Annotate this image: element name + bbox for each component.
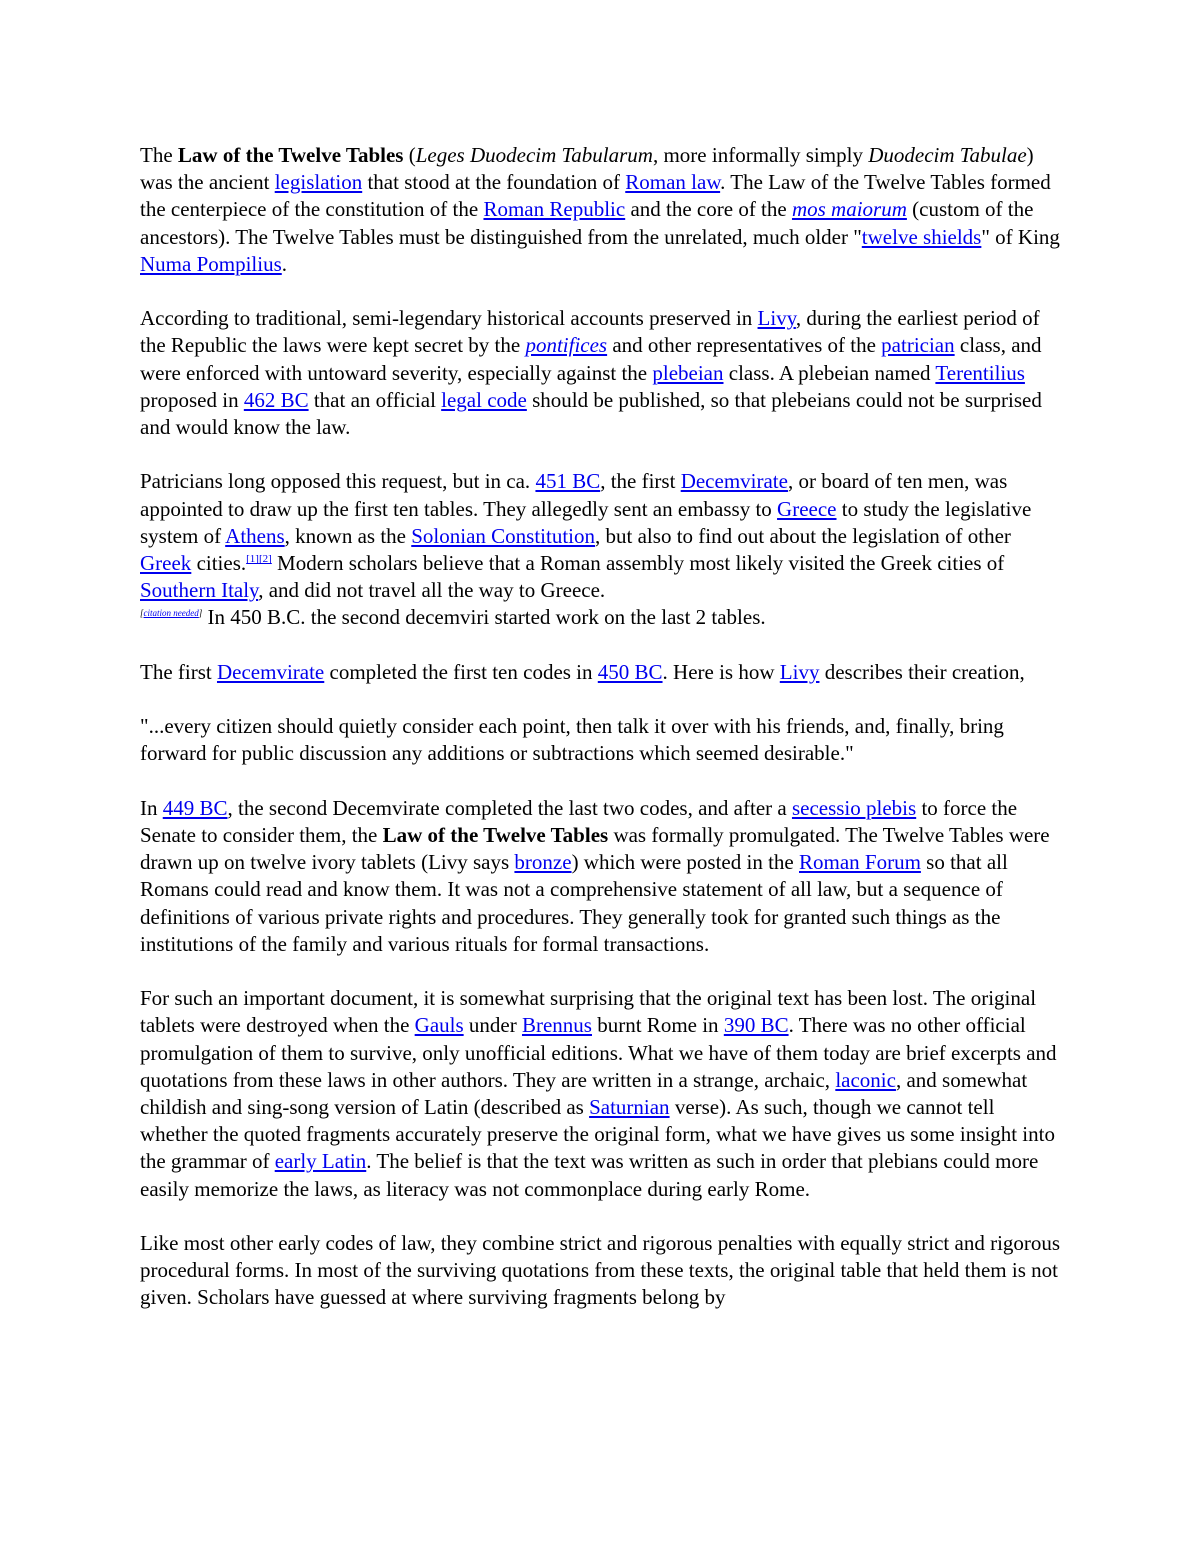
- footnote-refs: [246, 553, 272, 565]
- paragraph-intro: [140, 142, 1062, 278]
- link-mos-maiorum-label: mos maiorum: [791, 197, 907, 222]
- link-secessio-plebis[interactable]: secessio plebis: [791, 795, 917, 820]
- text: . The belief is that the text was written as such in order that plebians could more easily memorize the laws, as literacy was not commonplace during early Rome.: [140, 1149, 1039, 1201]
- text: class. A plebeian named: [723, 360, 936, 385]
- link-roman-forum[interactable]: Roman Forum: [799, 850, 921, 875]
- paragraph-livy-quote: [140, 713, 1062, 767]
- text: , and somewhat childish and sing-song version of Latin (described as: [140, 1067, 1028, 1120]
- link-brennus[interactable]: Brennus: [521, 1013, 592, 1038]
- text: In: [140, 795, 163, 820]
- link-bronze[interactable]: bronze: [514, 850, 572, 875]
- text: to study the legislative system of: [140, 496, 1032, 548]
- text: and the core of the: [625, 197, 792, 222]
- link-roman-law[interactable]: Roman law: [625, 170, 721, 195]
- bold-term: Law of the Twelve Tables: [177, 143, 404, 167]
- text: and other representatives of the: [607, 333, 882, 358]
- text: burnt Rome in: [591, 1013, 724, 1038]
- text: ) which were posted in the: [571, 850, 799, 875]
- link-decemvirate[interactable]: Decemvirate: [680, 469, 788, 494]
- text: , and did not travel all the way to Greece.: [258, 578, 606, 603]
- text: The first: [140, 659, 217, 684]
- link-southern-italy[interactable]: Southern Italy: [140, 578, 259, 603]
- link-citation-needed[interactable]: citation needed: [143, 608, 199, 619]
- link-390-bc[interactable]: 390 BC: [723, 1013, 789, 1038]
- text: was formally promulgated. The Twelve Tables were drawn up on twelve ivory tablets (Livy says: [140, 823, 1050, 875]
- link-451-bc[interactable]: 451 BC: [535, 469, 601, 494]
- document-page: [140, 142, 1062, 1339]
- latin-term: Duodecim Tabulae: [868, 143, 1027, 167]
- paragraph-lost-text: [140, 985, 1062, 1203]
- text: . There was no other official promulgation of them to survive, only unofficial editions. What we have of them today are brief excerpts and quotations from these laws in other authors. They are written in a strange, archaic,: [140, 1013, 1057, 1092]
- link-patrician[interactable]: patrician: [881, 333, 955, 358]
- bracket: ]: [198, 608, 203, 619]
- text: Modern scholars believe that a Roman assembly most likely visited the Greek cities of: [271, 551, 1005, 576]
- text: should be published, so that plebeians could not be surprised and would know the law.: [140, 387, 1042, 440]
- link-449-bc[interactable]: 449 BC: [162, 795, 228, 820]
- text: . Here is how: [662, 659, 780, 684]
- text: , the first: [600, 469, 681, 494]
- text: under: [463, 1013, 522, 1038]
- link-gauls[interactable]: Gauls: [414, 1013, 464, 1038]
- text: According to traditional, semi-legendary historical accounts preserved in: [140, 306, 758, 331]
- latin-term: Leges Duodecim Tabularum: [415, 143, 653, 167]
- link-decemvirate-2[interactable]: Decemvirate: [216, 659, 325, 684]
- text: that stood at the foundation of: [362, 170, 626, 195]
- text: , the second Decemvirate completed the last two codes, and after a: [227, 795, 792, 820]
- text: Patricians long opposed this request, but in ca.: [140, 469, 536, 494]
- link-greek[interactable]: Greek: [140, 551, 192, 576]
- quote-text: "...every citizen should quietly consider each point, then talk it over with his friends, and, finally, bring forward for public discussion any additions or subtractions which seemed desirable.": [140, 714, 1004, 766]
- paragraph-penalties: [140, 1230, 1062, 1312]
- link-terentilius[interactable]: Terentilius: [935, 360, 1025, 385]
- paragraph-livy-accounts: [140, 305, 1062, 441]
- text: The: [140, 143, 178, 167]
- link-462-bc[interactable]: 462 BC: [243, 387, 309, 412]
- link-pontifices[interactable]: [525, 333, 607, 357]
- text: that an official: [308, 387, 442, 412]
- link-pontifices-label: pontifices: [525, 333, 608, 358]
- link-mos-maiorum[interactable]: [792, 197, 907, 221]
- text: completed the first ten codes in: [324, 659, 598, 684]
- link-solonian-constitution[interactable]: Solonian Constitution: [411, 523, 596, 548]
- link-plebeian[interactable]: plebeian: [652, 360, 724, 385]
- link-saturnian[interactable]: Saturnian: [589, 1095, 670, 1120]
- text: .: [281, 251, 288, 276]
- link-athens[interactable]: Athens: [225, 523, 285, 548]
- link-early-latin[interactable]: early Latin: [274, 1149, 367, 1174]
- paragraph-promulgation: [140, 795, 1062, 958]
- link-laconic[interactable]: laconic: [835, 1067, 896, 1092]
- text: Like most other early codes of law, they combine strict and rigorous penalties with equally strict and rigorous procedural forms. In most of the surviving quotations from these texts, the original table that held them is not given. Scholars have guessed at where surviving fragments belong by: [140, 1231, 1061, 1310]
- text: " of King: [981, 224, 1060, 249]
- text: , known as the: [284, 523, 412, 548]
- link-roman-republic[interactable]: Roman Republic: [483, 197, 626, 222]
- text: . The Law of the Twelve Tables formed the centerpiece of the constitution of the: [140, 170, 1051, 222]
- text: verse). As such, though we cannot tell whether the quoted fragments accurately preserve the original form, what we have gives us some insight into the grammar of: [140, 1095, 1055, 1174]
- footnote-ref-1[interactable]: [1]: [246, 553, 259, 566]
- bracket: [: [140, 608, 144, 619]
- text: ) was the ancient: [140, 143, 1034, 195]
- link-legal-code[interactable]: legal code: [441, 387, 527, 412]
- link-450-bc[interactable]: 450 BC: [597, 659, 663, 684]
- text: (custom of the ancestors). The Twelve Tables must be distinguished from the unrelated, much older ": [140, 197, 1034, 249]
- link-livy[interactable]: Livy: [757, 306, 796, 331]
- text: proposed in: [140, 387, 244, 412]
- text: , more informally simply: [652, 143, 869, 167]
- text: In 450 B.C. the second decemviri started work on the last 2 tables.: [202, 605, 766, 630]
- paragraph-decemvirate: [140, 468, 1062, 631]
- footnote-ref-2[interactable]: [2]: [258, 553, 272, 566]
- text: so that all Romans could read and know them. It was not a comprehensive statement of all law, but a sequence of definitions of various private rights and procedures. They generally took for granted such things as the institutions of the family and various rituals for formal transactions.: [140, 850, 1008, 956]
- link-greece[interactable]: Greece: [777, 496, 837, 521]
- link-numa-pompilius[interactable]: Numa Pompilius: [140, 251, 282, 276]
- text: , or board of ten men, was appointed to draw up the first ten tables. They allegedly sent an embassy to: [140, 469, 1008, 521]
- text: For such an important document, it is somewhat surprising that the original text has been lost. The original tablets were destroyed when the: [140, 986, 1037, 1038]
- bold-term: Law of the Twelve Tables: [382, 823, 609, 847]
- text: describes their creation,: [819, 659, 1025, 684]
- text: class, and were enforced with untoward severity, especially against the: [140, 333, 1042, 385]
- text: to force the Senate to consider them, the: [140, 795, 1018, 847]
- text: cities.: [191, 551, 247, 576]
- link-livy-2[interactable]: Livy: [779, 659, 820, 684]
- citation-needed: [140, 608, 202, 618]
- text: (: [403, 143, 416, 167]
- paragraph-first-decemvirate: [140, 659, 1062, 686]
- link-legislation[interactable]: legislation: [274, 170, 363, 195]
- text: , but also to find out about the legislation of other: [595, 523, 1011, 548]
- text: , during the earliest period of the Republic the laws were kept secret by the: [140, 306, 1040, 358]
- link-twelve-shields[interactable]: twelve shields: [861, 224, 982, 249]
